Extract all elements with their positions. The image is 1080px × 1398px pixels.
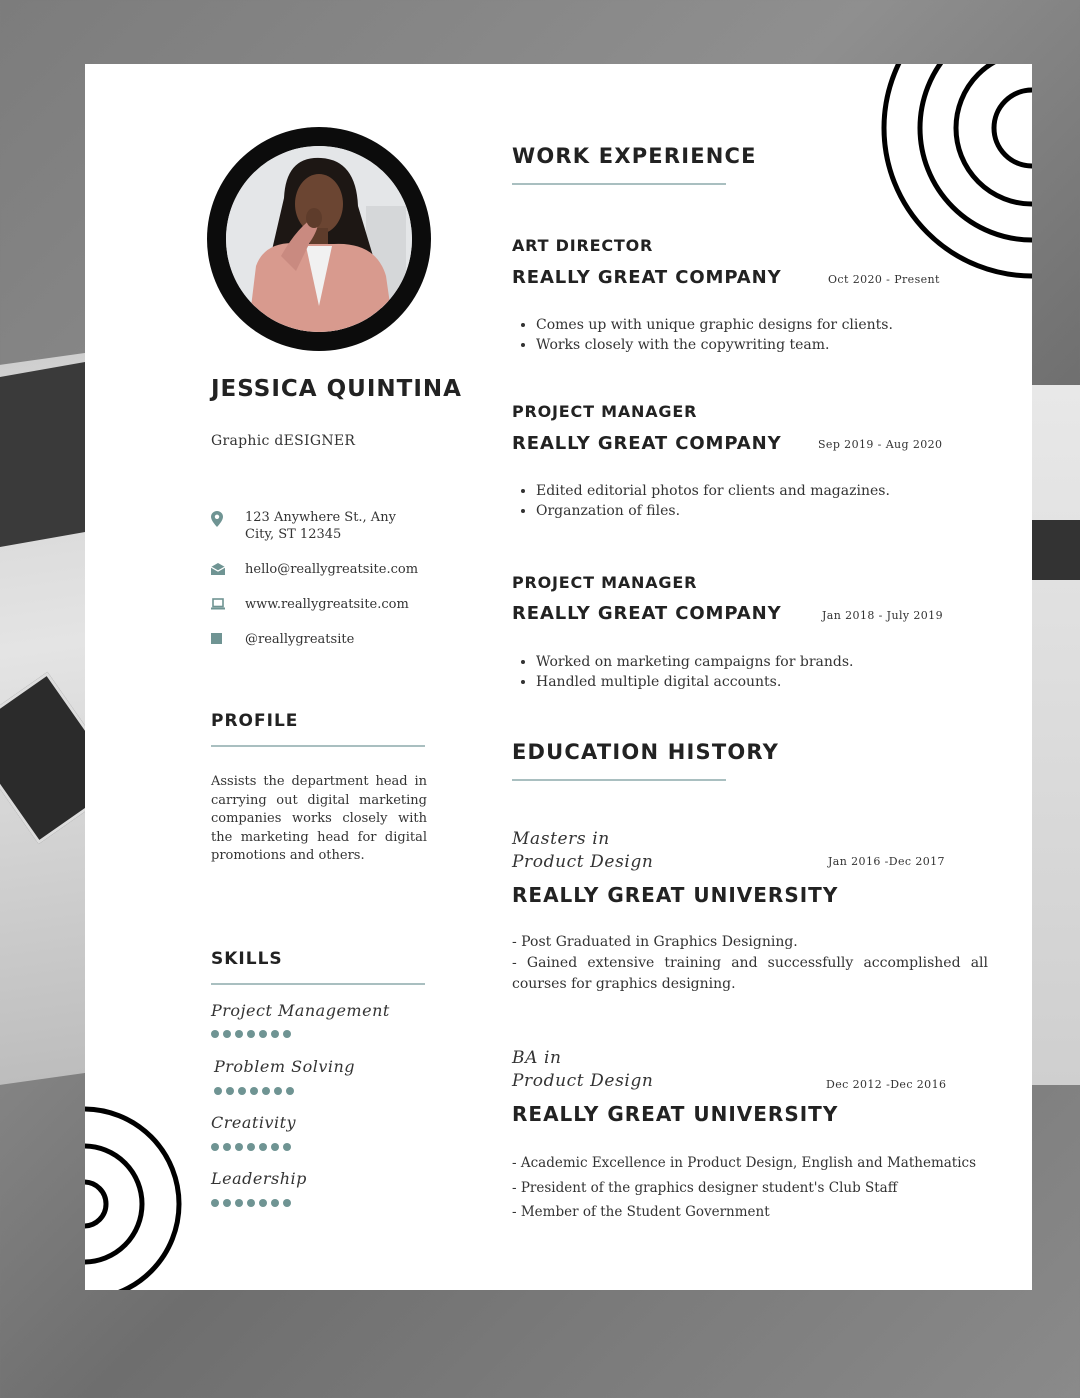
decorative-arcs-bottom-left [85, 1039, 184, 1290]
rating-dot [235, 1143, 243, 1151]
resume-page [85, 64, 1032, 1290]
education-detail: - Member of the Student Government [512, 1204, 770, 1220]
rating-dot [283, 1030, 291, 1038]
job-duty: • Edited editorial photos for clients and magazines. [536, 481, 890, 501]
contact-address [211, 509, 415, 543]
job-title: PROJECT MANAGER [512, 573, 698, 592]
education-detail: - Post Graduated in Graphics Designing. [512, 934, 798, 950]
website-text: www.reallygreatsite.com [245, 597, 409, 612]
job-date: Sep 2019 - Aug 2020 [818, 438, 943, 451]
email-text: hello@reallygreatsite.com [245, 562, 419, 577]
rating-dot [271, 1143, 279, 1151]
degree-line: Masters in [512, 829, 610, 849]
candidate-role: Graphic dESIGNER [211, 433, 356, 449]
rating-dot [247, 1199, 255, 1207]
job-duty: • Handled multiple digital accounts. [536, 672, 853, 692]
education-detail: - Gained extensive training and successfully accomplished all courses for graphics designing. [512, 955, 988, 992]
skill-creativity: Creativity [211, 1113, 297, 1132]
company-name: REALLY GREAT COMPANY [512, 267, 782, 288]
degree-line: BA in [512, 1048, 562, 1068]
rating-dot [223, 1030, 231, 1038]
person-photo-icon [226, 146, 412, 332]
rating-dot [283, 1199, 291, 1207]
job-duties [512, 315, 893, 355]
rating-dot [238, 1087, 246, 1095]
education-date: Dec 2012 -Dec 2016 [826, 1078, 947, 1091]
background-right-block [1030, 520, 1080, 580]
envelope-icon [211, 563, 225, 575]
education-detail: - Academic Excellence in Product Design, English and Mathematics [512, 1155, 977, 1171]
background-dark-block [0, 361, 90, 549]
candidate-name: JESSICA QUINTINA [211, 376, 462, 402]
job-date: Oct 2020 - Present [828, 273, 940, 286]
job-duty: • Works closely with the copywriting team. [536, 335, 893, 355]
company-name: REALLY GREAT COMPANY [512, 433, 782, 454]
profile-heading: PROFILE [211, 711, 299, 731]
rating-dot [214, 1087, 222, 1095]
job-date: Jan 2018 - July 2019 [822, 609, 943, 622]
rating-dot [259, 1199, 267, 1207]
rating-dot [211, 1143, 219, 1151]
degree-line: Product Design [512, 1071, 654, 1091]
skills-heading: SKILLS [211, 949, 283, 969]
job-duty: • Organzation of files. [536, 501, 890, 521]
profile-text: Assists the department head in carrying out digital marketing companies works closely with the marketing head for digital promotions and others. [211, 774, 427, 863]
rating-dot [250, 1087, 258, 1095]
skill-leadership: Leadership [211, 1169, 307, 1188]
job-duty: • Worked on marketing campaigns for brands. [536, 652, 853, 672]
profile-photo-frame [207, 127, 431, 351]
contact-website [211, 596, 415, 613]
contact-social [211, 631, 415, 648]
rating-dot [271, 1030, 279, 1038]
job-title: PROJECT MANAGER [512, 402, 698, 421]
university-name: REALLY GREAT UNIVERSITY [512, 883, 839, 907]
rating-dot [271, 1199, 279, 1207]
skills-underline [211, 983, 425, 985]
skill-rating-dots [211, 1143, 291, 1151]
rating-dot [259, 1143, 267, 1151]
job-duty: • Comes up with unique graphic designs for clients. [536, 315, 893, 335]
rating-dot [247, 1143, 255, 1151]
square-icon [211, 633, 222, 644]
skill-rating-dots [211, 1199, 291, 1207]
rating-dot [226, 1087, 234, 1095]
location-pin-icon [211, 511, 223, 527]
rating-dot [274, 1087, 282, 1095]
job-duties [512, 652, 853, 692]
education-details [512, 1151, 1012, 1225]
profile-underline [211, 745, 425, 747]
education-date: Jan 2016 -Dec 2017 [828, 855, 945, 868]
rating-dot [211, 1199, 219, 1207]
skill-project-management: Project Management [211, 1001, 390, 1020]
job-title: ART DIRECTOR [512, 236, 654, 255]
rating-dot [223, 1143, 231, 1151]
skill-rating-dots [214, 1087, 294, 1095]
university-name: REALLY GREAT UNIVERSITY [512, 1102, 839, 1126]
rating-dot [223, 1199, 231, 1207]
degree-line: Product Design [512, 852, 654, 872]
skill-problem-solving: Problem Solving [214, 1057, 356, 1076]
rating-dot [259, 1030, 267, 1038]
work-underline [512, 183, 726, 185]
company-name: REALLY GREAT COMPANY [512, 603, 782, 624]
education-detail: - President of the graphics designer student's Club Staff [512, 1179, 898, 1196]
education-underline [512, 779, 726, 781]
contact-email [211, 561, 419, 578]
rating-dot [283, 1143, 291, 1151]
laptop-icon [211, 598, 225, 610]
skill-rating-dots [211, 1030, 291, 1038]
rating-dot [235, 1030, 243, 1038]
job-duties [512, 481, 890, 521]
work-experience-heading: WORK EXPERIENCE [512, 144, 757, 168]
profile-photo [226, 146, 412, 332]
rating-dot [247, 1030, 255, 1038]
rating-dot [286, 1087, 294, 1095]
degree-title [512, 828, 653, 874]
rating-dot [262, 1087, 270, 1095]
rating-dot [211, 1030, 219, 1038]
rating-dot [235, 1199, 243, 1207]
degree-title [512, 1047, 653, 1093]
social-text: @reallygreatsite [245, 632, 355, 647]
address-text: 123 Anywhere St., Any City, ST 12345 [245, 510, 396, 542]
education-history-heading: EDUCATION HISTORY [512, 740, 780, 764]
education-details [512, 932, 988, 995]
